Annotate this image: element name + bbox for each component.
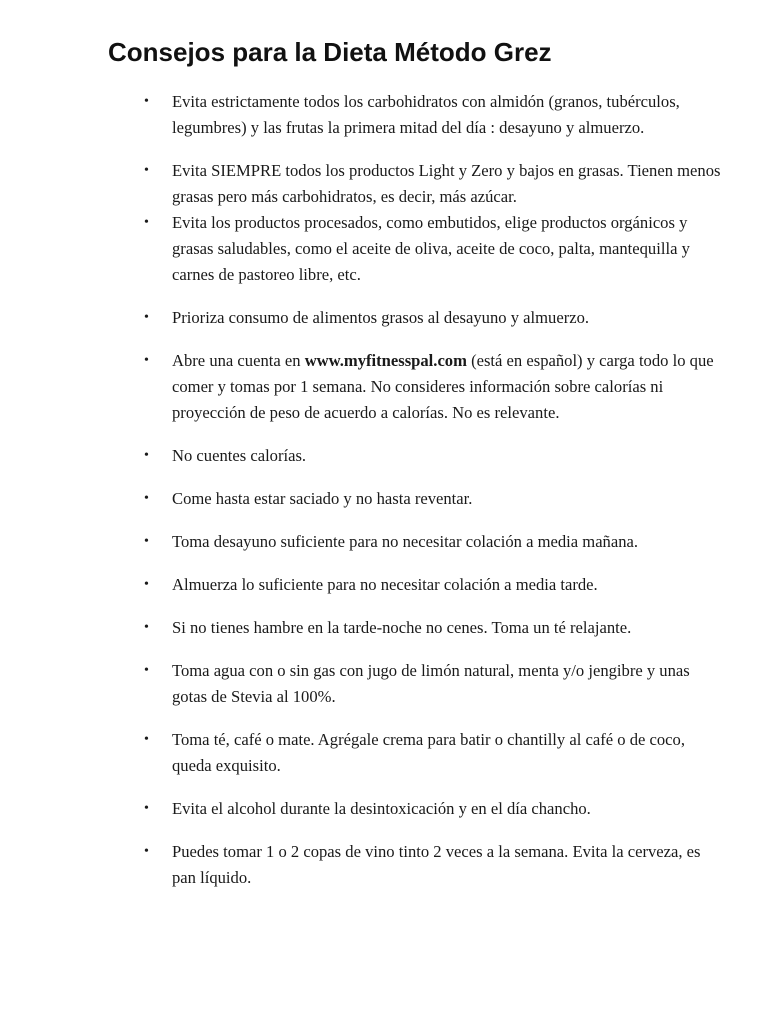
list-item xyxy=(144,839,724,891)
bullet-icon: • xyxy=(144,215,149,230)
bullet-icon: • xyxy=(144,94,149,109)
list-item-text: Puedes tomar 1 o 2 copas de vino tinto 2 veces a la semana. Evita la cerveza, es pan líquido. xyxy=(172,842,701,887)
bullet-icon: • xyxy=(144,844,149,859)
page-title: Consejos para la Dieta Método Grez xyxy=(108,37,552,67)
list-item-text: Come hasta estar saciado y no hasta reventar. xyxy=(172,489,473,508)
list-item xyxy=(144,158,724,210)
list-item-text-after: (está en español) y carga todo lo que comer y tomas por 1 semana. No consideres información sobre calorías ni proyección de peso de acuerdo a calorías. No es relevante. xyxy=(172,351,714,422)
list-item xyxy=(144,486,724,512)
list-item xyxy=(144,727,724,779)
list-item xyxy=(144,210,724,288)
list-item-text: No cuentes calorías. xyxy=(172,446,307,465)
bullet-icon: • xyxy=(144,491,149,506)
bullet-icon: • xyxy=(144,310,149,325)
list-item-text: Evita los productos procesados, como embutidos, elige productos orgánicos y grasas saludables, como el aceite de oliva, aceite de coco, palta, mantequilla y carnes de pastoreo libre, etc. xyxy=(172,213,690,284)
list-item-text-before: Abre una cuenta en xyxy=(172,351,305,370)
list-item-text: Prioriza consumo de alimentos grasos al desayuno y almuerzo. xyxy=(172,308,590,327)
bullet-icon: • xyxy=(144,163,149,178)
list-item xyxy=(144,572,724,598)
bullet-icon: • xyxy=(144,732,149,747)
list-item-text: Toma té, café o mate. Agrégale crema para batir o chantilly al café o de coco, queda exquisito. xyxy=(172,730,685,775)
myfitnesspal-link-text: www.myfitnesspal.com xyxy=(304,351,467,370)
list-item xyxy=(144,305,724,331)
bullet-icon: • xyxy=(144,801,149,816)
bullet-icon: • xyxy=(144,353,149,368)
list-item-text: Toma agua con o sin gas con jugo de limón natural, menta y/o jengibre y unas gotas de Stevia al 100%. xyxy=(172,661,690,706)
list-item xyxy=(144,529,724,555)
bullet-icon: • xyxy=(144,663,149,678)
list-item xyxy=(144,615,724,641)
list-item-text: Evita SIEMPRE todos los productos Light y Zero y bajos en grasas. Tienen menos grasas pero más carbohidratos, es decir, más azúcar. xyxy=(172,161,721,206)
bullet-icon: • xyxy=(144,534,149,549)
bullet-icon: • xyxy=(144,448,149,463)
list-item xyxy=(144,348,724,426)
tips-list xyxy=(144,89,724,908)
list-item-text: Evita estrictamente todos los carbohidratos con almidón (granos, tubérculos, legumbres) y las frutas la primera mitad del día : desayuno y almuerzo. xyxy=(172,92,680,137)
list-item xyxy=(144,658,724,710)
bullet-icon: • xyxy=(144,620,149,635)
list-item xyxy=(144,89,724,141)
list-item-text: Si no tienes hambre en la tarde-noche no cenes. Toma un té relajante. xyxy=(172,618,632,637)
list-item-text: Almuerza lo suficiente para no necesitar colación a media tarde. xyxy=(172,575,598,594)
list-item xyxy=(144,796,724,822)
list-item-text: Evita el alcohol durante la desintoxicación y en el día chancho. xyxy=(172,799,591,818)
bullet-icon: • xyxy=(144,577,149,592)
list-item xyxy=(144,443,724,469)
list-item-text: Toma desayuno suficiente para no necesitar colación a media mañana. xyxy=(172,532,639,551)
